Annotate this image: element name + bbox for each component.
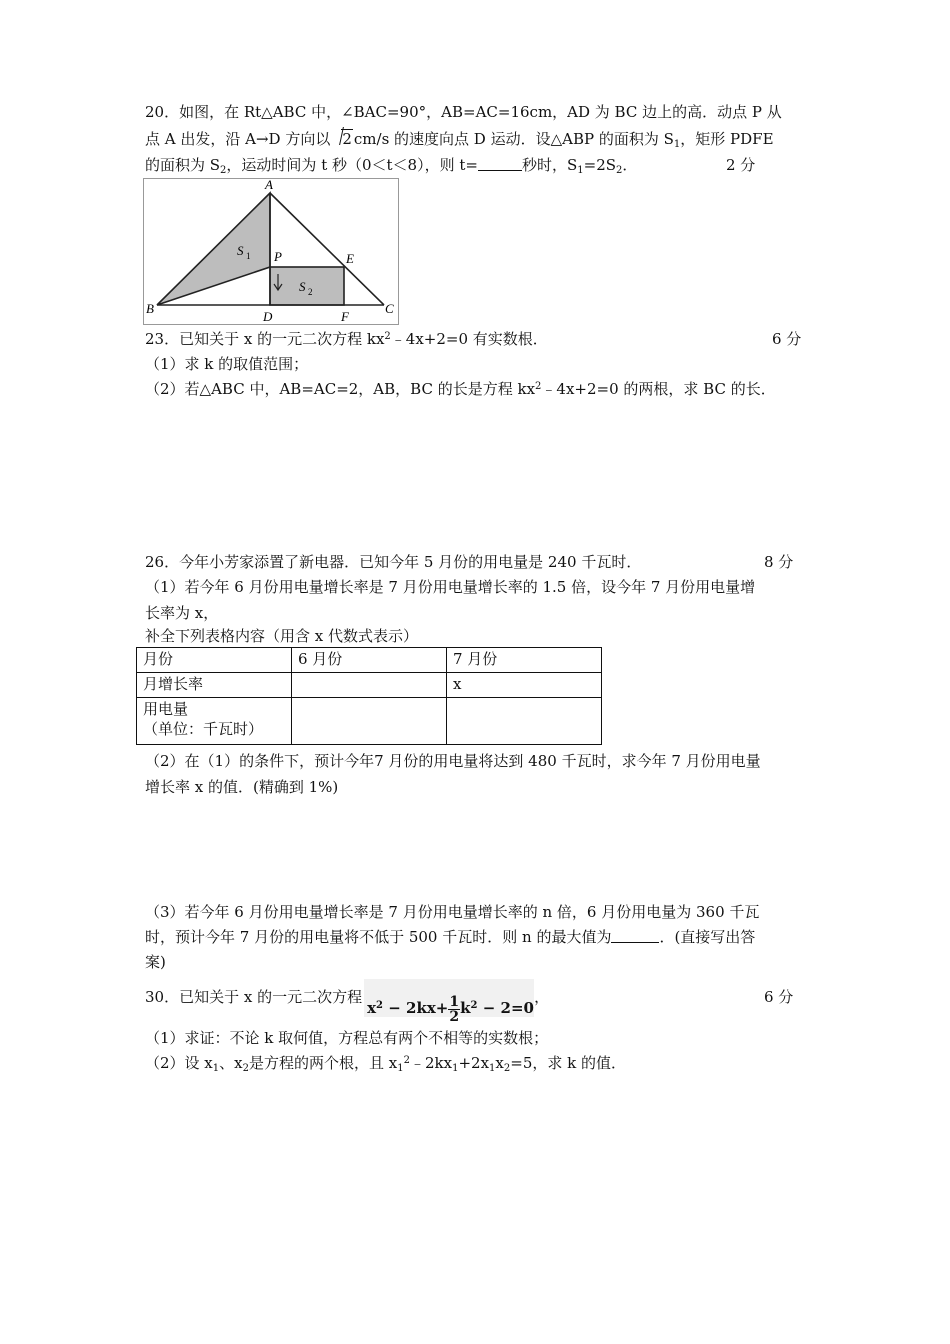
sqrt-symbol: 2 <box>330 129 353 149</box>
subscript: 2 <box>242 1063 249 1074</box>
subscript: 1 <box>452 1063 459 1074</box>
q23-part2 <box>145 379 776 399</box>
equation-image <box>364 979 534 1025</box>
q20-line3-a: 的面积为 S <box>145 156 221 174</box>
answer-blank[interactable] <box>478 156 522 171</box>
label-d: D <box>263 309 273 324</box>
table-cell-usage-label <box>137 698 292 745</box>
table-cell-july-usage[interactable] <box>447 698 602 745</box>
subscript: 2 <box>220 165 227 176</box>
subscript: 1 <box>577 165 584 176</box>
q20-line3-b: ，运动时间为 t 秒（0＜t＜8），则 t= <box>226 156 478 174</box>
label-e: E <box>346 251 354 266</box>
q20-score: 2 分 <box>726 156 756 174</box>
q30-part1: （1）求证：不论 k 取何值，方程总有两个不相等的实数根； <box>145 1029 549 1047</box>
label-s1: S <box>237 243 244 258</box>
q26-part1-b: 长率为 x， <box>145 604 219 622</box>
table-row <box>137 648 602 673</box>
q20-line2-b: cm/s 的速度向点 D 运动．设△ABP 的面积为 S <box>353 130 674 148</box>
label-s2-sub: 2 <box>308 287 313 297</box>
q26-score: 8 分 <box>764 553 794 571</box>
q23-part2-a: （2）若△ABC 中，AB=AC=2，AB，BC 的长是方程 kx <box>145 380 536 398</box>
q30-part2-b: 、x <box>219 1054 243 1072</box>
superscript: 2 <box>535 381 542 392</box>
subscript: 2 <box>616 165 623 176</box>
subscript: 1 <box>212 1063 220 1074</box>
subscript: 1 <box>673 139 681 150</box>
label-s1-sub: 1 <box>246 251 251 261</box>
table-header-month: 月份 <box>137 648 292 673</box>
superscript: 2 <box>403 1055 410 1066</box>
q26-line1: 26．今年小芳家添置了新电器．已知今年 5 月份的用电量是 240 千瓦时． <box>145 553 642 571</box>
label-p: P <box>274 249 282 264</box>
label-s2: S <box>299 279 306 294</box>
triangle-diagram <box>144 179 398 324</box>
eq-sup: 2 <box>376 1000 384 1011</box>
table-cell-growth-label: 月增长率 <box>137 673 292 698</box>
q20-line3-d: =2S <box>583 156 617 174</box>
q30-part2 <box>145 1053 626 1073</box>
eq-mid: − 2kx+ <box>383 999 449 1017</box>
triangle-figure <box>143 178 399 325</box>
label-f: F <box>341 309 349 324</box>
q26-part3-b <box>145 927 755 947</box>
q23-line1-b: ﹣4x+2=0 有实数根． <box>390 330 548 348</box>
q23-line1 <box>145 329 548 349</box>
q23-part1: （1）求 k 的取值范围； <box>145 355 309 373</box>
q20-line2 <box>145 129 774 149</box>
region-s1 <box>157 193 270 305</box>
q23-part2-b: ﹣4x+2=0 的两根，求 BC 的长． <box>541 380 776 398</box>
q26-part3-b-text: 时，预计今年 7 月份的用电量将不低于 500 千瓦时．则 n 的最大值为 <box>145 928 612 946</box>
q30-part2-e: +2x <box>458 1054 490 1072</box>
label-b: B <box>146 301 154 316</box>
table-row <box>137 673 602 698</box>
q20-line2-a: 点 A 出发，沿 A→D 方向以 <box>145 130 331 148</box>
table-cell-june-usage[interactable] <box>292 698 447 745</box>
q30-part2-a: （2）设 x <box>145 1054 213 1072</box>
eq-end: − 2=0 <box>477 999 534 1017</box>
subscript: 1 <box>489 1063 496 1074</box>
q23-line1-a: 23．已知关于 x 的一元二次方程 kx <box>145 330 385 348</box>
table-header-june: 6 月份 <box>292 648 447 673</box>
q26-part2-a: （2）在（1）的条件下，预计今年7 月份的用电量将达到 480 千瓦时，求今年 7 月份用电量 <box>145 752 761 770</box>
subscript: 1 <box>397 1063 404 1074</box>
q30-part2-d: ﹣2kx <box>409 1054 453 1072</box>
q26-part1-c: 补全下列表格内容（用含 x 代数式表示） <box>145 627 418 645</box>
q30-score: 6 分 <box>764 988 794 1006</box>
label-a: A <box>265 179 273 192</box>
eq-sup: 2 <box>470 1000 478 1011</box>
fraction <box>448 995 460 1024</box>
table-cell-july-growth[interactable]: x <box>447 673 602 698</box>
q20-line2-c: ，矩形 PDFE <box>680 130 774 148</box>
q20-line3-c: 秒时，S <box>521 156 578 174</box>
eq-x: x <box>367 999 377 1017</box>
answer-blank[interactable] <box>611 928 659 943</box>
usage-label: 用电量 <box>143 700 189 718</box>
q30-line1-a: 30．已知关于 x 的一元二次方程 <box>145 988 363 1006</box>
q26-part3-a: （3）若今年 6 月份用电量增长率是 7 月份用电量增长率的 n 倍，6 月份用电量为 360 千瓦 <box>145 903 760 921</box>
eq-k: k <box>460 999 471 1017</box>
table-cell-june-growth[interactable] <box>292 673 447 698</box>
usage-unit: （单位：千瓦时） <box>143 720 264 738</box>
eq-numerator: 1 <box>449 993 460 1010</box>
q26-part2-b: 增长率 x 的值．(精确到 1%) <box>145 778 339 796</box>
q26-part1-a: （1）若今年 6 月份用电量增长率是 7 月份用电量增长率的 1.5 倍，设今年 7 月份用电量增 <box>145 578 756 596</box>
table-header-july: 7 月份 <box>447 648 602 673</box>
table-row <box>137 698 602 745</box>
q20-line1: 20．如图，在 Rt△ABC 中，∠BAC=90°，AB=AC=16cm，AD 为 BC 边上的高．动点 P 从 <box>145 103 782 121</box>
q30-part2-c: 是方程的两个根，且 x <box>249 1054 398 1072</box>
label-c: C <box>385 301 394 316</box>
electricity-table <box>136 647 602 745</box>
subscript: 2 <box>503 1063 511 1074</box>
q30-line1-end: ， <box>534 988 550 1006</box>
q30-part2-f: x <box>495 1054 504 1072</box>
q20-line3-e: ． <box>622 156 638 174</box>
q23-score: 6 分 <box>772 330 802 348</box>
q26-part3-d: 案) <box>145 953 166 971</box>
eq-denominator: 2 <box>449 1008 460 1025</box>
superscript: 2 <box>384 331 391 342</box>
q26-part3-c: ．(直接写出答 <box>659 928 756 946</box>
q20-line3 <box>145 155 637 175</box>
q30-line1 <box>145 978 550 1025</box>
q30-part2-g: =5，求 k 的值． <box>510 1054 626 1072</box>
